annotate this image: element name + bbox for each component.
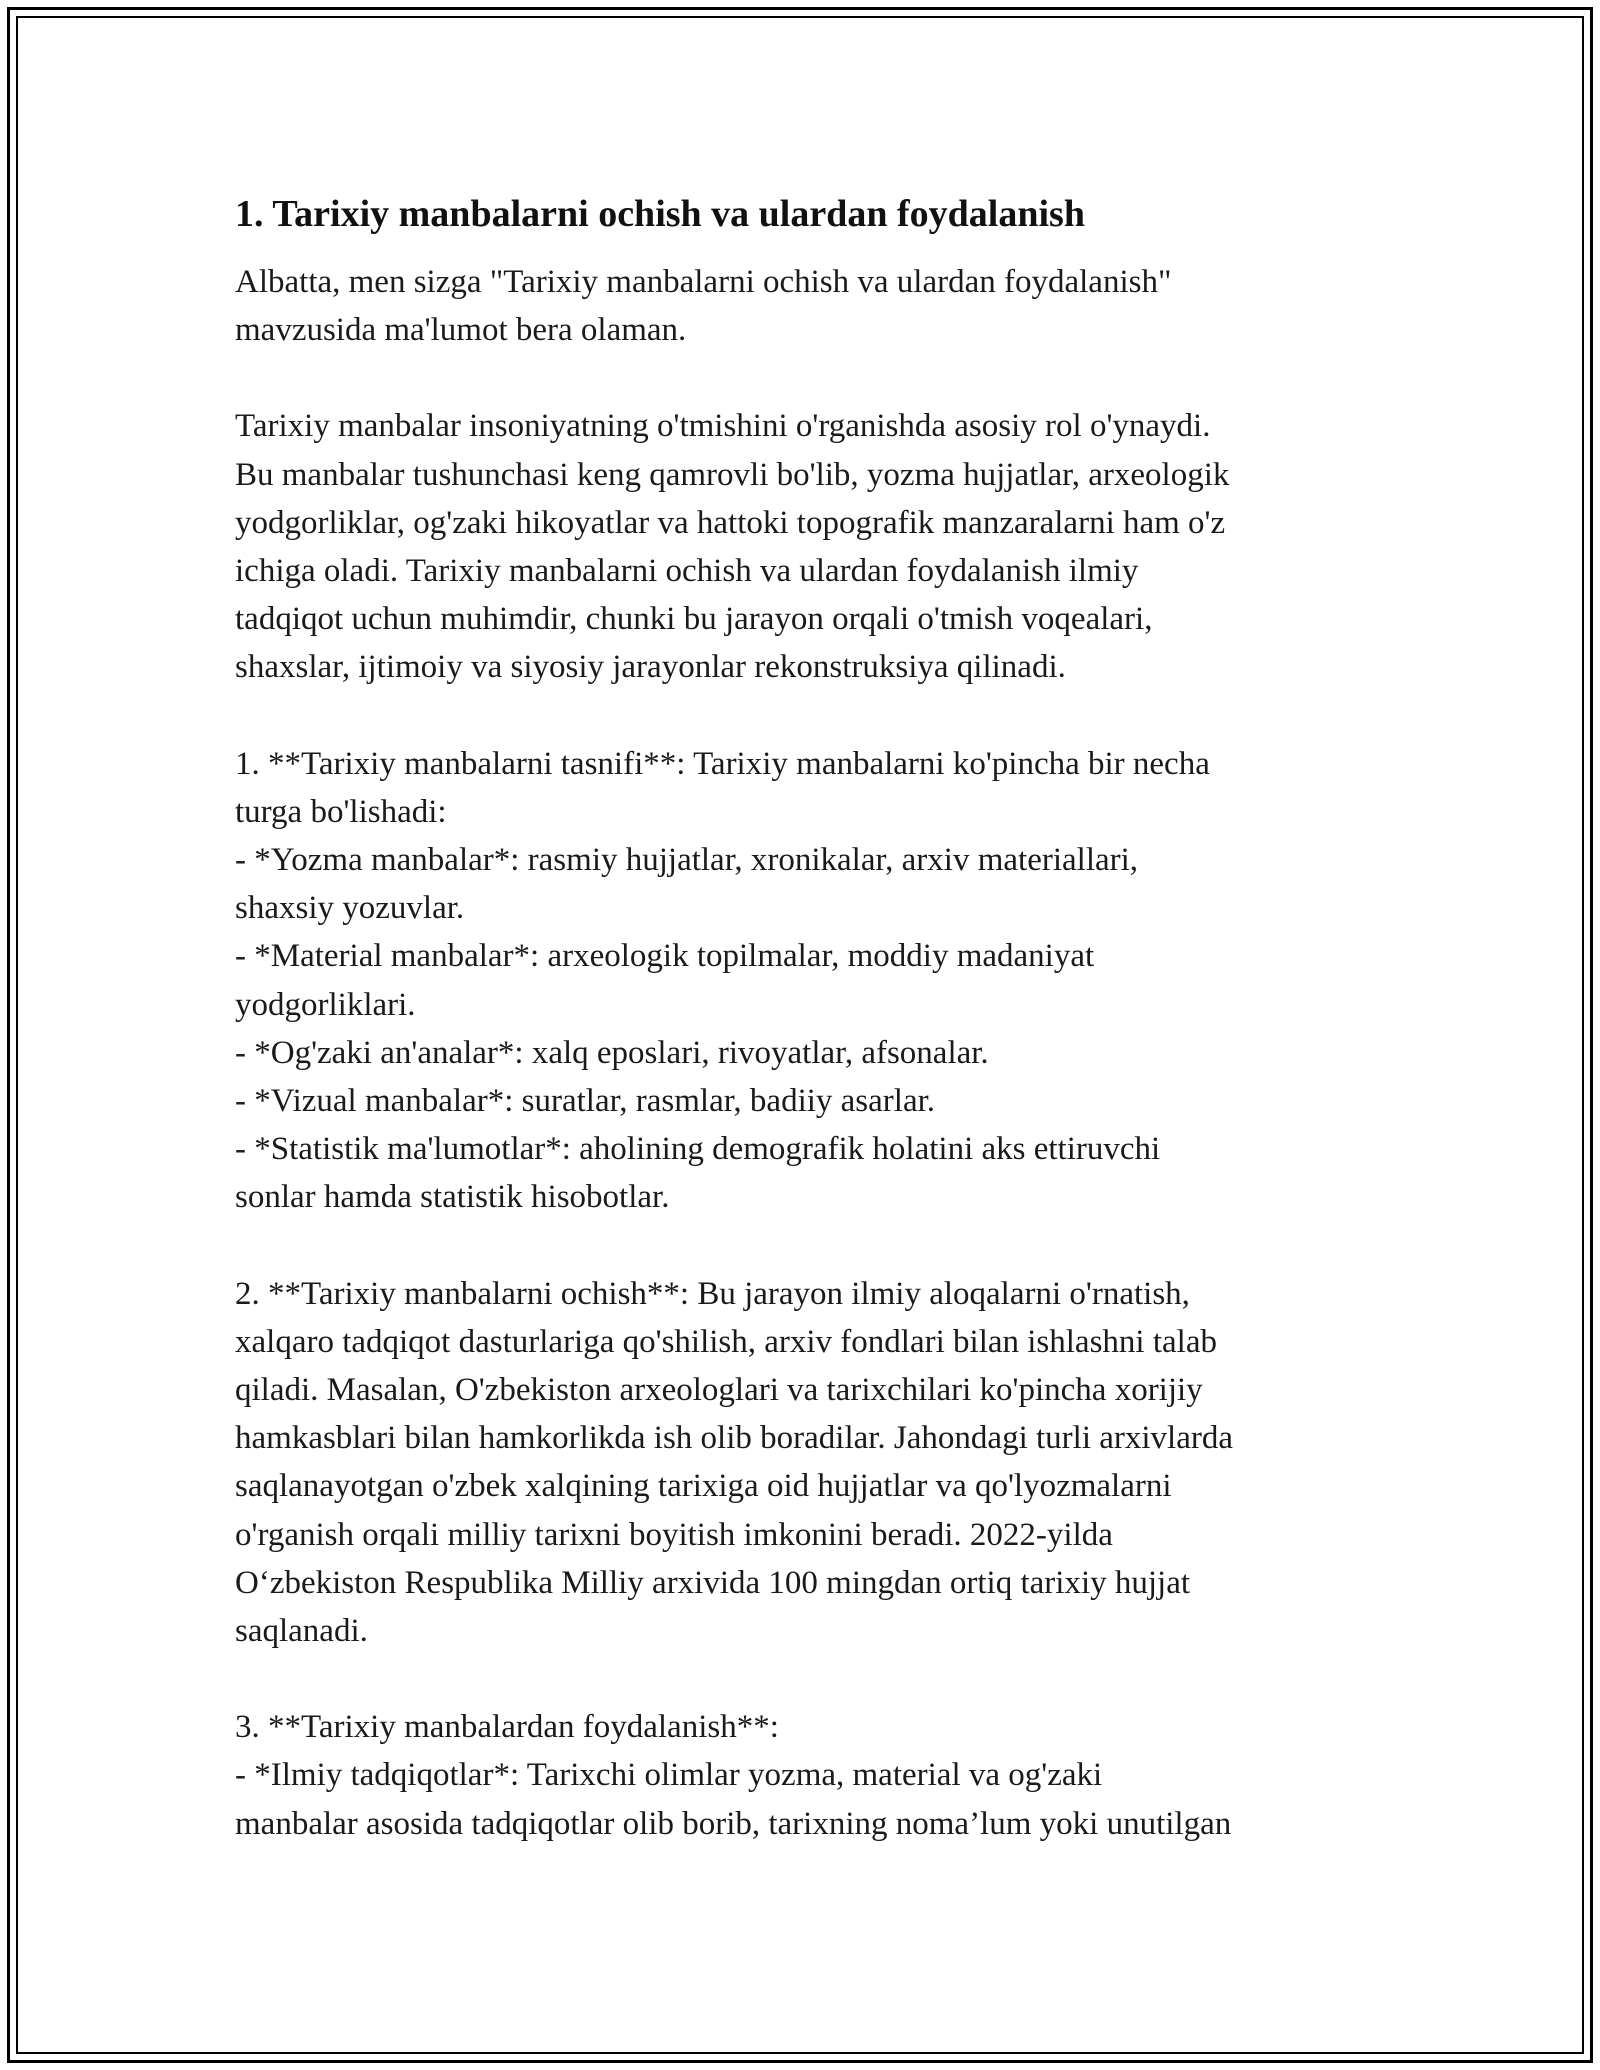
paragraph-usage: 3. **Tarixiy manbalardan foydalanish**: - *Ilmiy tadqiqotlar*: Tarixchi olimlar yozma, material va og'zaki manbalar asosida tadqiqotlar olib borib, tarixning noma’lum yoki unutilgan [235, 1709, 1232, 1842]
paragraph-spacer [235, 1222, 1375, 1270]
paragraph-overview: Tarixiy manbalar insoniyatning o'tmishini o'rganishda asosiy rol o'ynaydi. Bu manbalar tushunchasi keng qamrovli bo'lib, yozma hujjatlar, arxeologik yodgorliklar, og'zaki hikoyatlar va hattoki topografik manzaralarni ham o'z ichiga oladi. Tarixiy manbalarni ochish va ulardan foydalanish ilmiy tadqiqot uchun muhimdir, chunki bu jarayon orqali o'tmish voqealari, shaxslar, ijtimoiy va siyosiy jarayonlar rekonstruksiya qilinadi. [235, 408, 1230, 686]
document-body [235, 186, 1375, 1848]
document-heading: 1. Tarixiy manbalarni ochish va ulardan foydalanish [235, 193, 1085, 235]
paragraph-intro: Albatta, men sizga "Tarixiy manbalarni ochish va ulardan foydalanish" mavzusida ma'lumot bera olaman. [235, 264, 1172, 349]
paragraph-discovery: 2. **Tarixiy manbalarni ochish**: Bu jarayon ilmiy aloqalarni o'rnatish, xalqaro tadqiqot dasturlariga qo'shilish, arxiv fondlari bilan ishlashni talab qiladi. Masalan, O'zbekiston arxeologlari va tarixchilari ko'pincha xorijiy hamkasblari bilan hamkorlikda ish olib boradilar. Jahondagi turli arxivlarda saqlanayotgan o'zbek xalqining tarixiga oid hujjatlar va qo'lyozmalarni o'rganish orqali milliy tarixni boyitish imkonini beradi. 2022-yilda O‘zbekiston Respublika Milliy arxivida 100 mingdan ortiq tarixiy hujjat saqlanadi. [235, 1275, 1233, 1650]
paragraph-spacer [235, 692, 1375, 740]
paragraph-spacer [235, 1655, 1375, 1703]
paragraph-classification: 1. **Tarixiy manbalarni tasnifi**: Tarixiy manbalarni ko'pincha bir necha turga bo'lishadi: - *Yozma manbalar*: rasmiy hujjatlar, xronikalar, arxiv materiallari, shaxsiy yozuvlar. - *Material manbalar*: arxeologik topilmalar, moddiy madaniyat yodgorliklari. - *Og'zaki an'analar*: xalq eposlari, rivoyatlar, afsonalar. - *Vizual manbalar*: suratlar, rasmlar, badiiy asarlar. - *Statistik ma'lumotlar*: aholining demografik holatini aks ettiruvchi sonlar hamda statistik hisobotlar. [235, 745, 1210, 1216]
paragraph-spacer [235, 354, 1375, 402]
